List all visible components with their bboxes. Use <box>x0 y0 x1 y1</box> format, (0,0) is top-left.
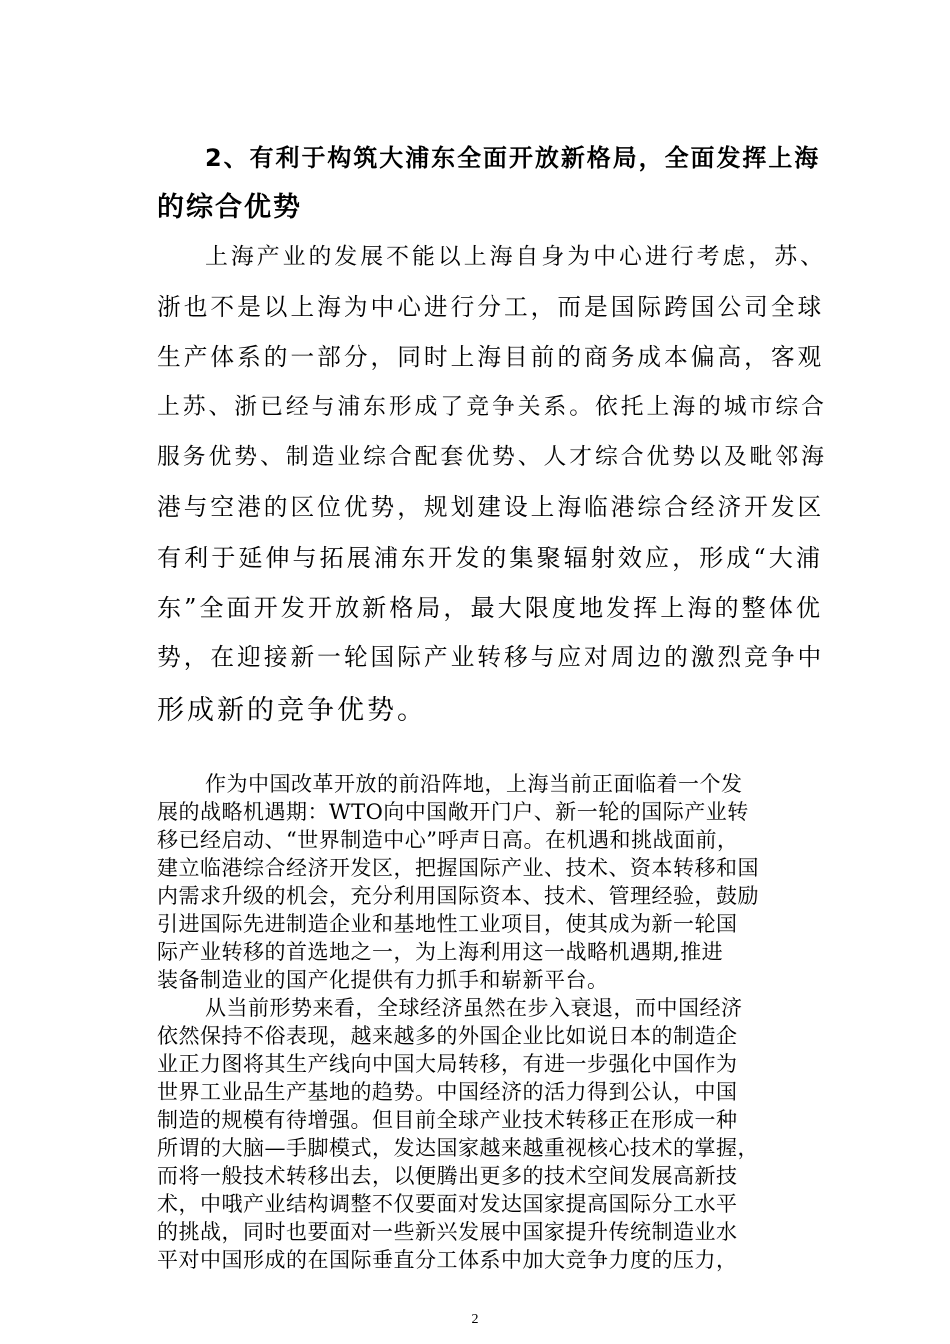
paragraph3-line: 从当前形势来看，全球经济虽然在步入衰退，而中国经济 <box>205 996 743 1020</box>
paragraph1-line: 有利于延伸与拓展浦东开发的集聚辐射效应，形成“大浦 <box>157 544 823 572</box>
paragraph1-line: 港与空港的区位优势，规划建设上海临港综合经济开发区 <box>157 493 825 521</box>
paragraph3-line: 世界工业品生产基地的趋势。中国经济的活力得到公认，中国 <box>157 1080 738 1104</box>
paragraph1-line: 上苏、浙已经与浦东形成了竞争关系。依托上海的城市综合 <box>157 394 827 420</box>
paragraph3-line: 的挑战，同时也要面对一些新兴发展中国家提升传统制造业水 <box>157 1220 738 1244</box>
paragraph3-line: 而将一般技术转移出去，以便腾出更多的技术空间发展高新技 <box>157 1164 738 1188</box>
paragraph2-line: 装备制造业的国产化提供有力抓手和崭新平台。 <box>157 968 609 992</box>
paragraph1-line: 上海产业的发展不能以上海自身为中心进行考虑，苏、 <box>205 244 827 270</box>
paragraph3-line: 业正力图将其生产线向中国大局转移，有进一步强化中国作为 <box>157 1052 738 1076</box>
heading-line-2: 的综合优势 <box>157 192 302 223</box>
paragraph1-line: 势，在迎接新一轮国际产业转移与应对周边的激烈竞争中 <box>157 643 825 671</box>
paragraph3-line: 所谓的大脑—手脚模式，发达国家越来越重视核心技术的掌握， <box>157 1136 759 1160</box>
page-number: 2 <box>471 1312 479 1327</box>
paragraph1-line: 服务优势、制造业综合配套优势、人才综合优势以及毗邻海 <box>157 444 827 470</box>
paragraph1-line: 生产体系的一部分，同时上海目前的商务成本偏高，客观 <box>157 343 825 371</box>
paragraph1-line: 形成新的竞争优势。 <box>157 695 427 726</box>
paragraph2-line: 际产业转移的首选地之一，为上海利用这一战略机遇期,推进 <box>157 940 724 964</box>
paragraph2-line: 展的战略机遇期：WTO向中国敞开门户、新一轮的国际产业转 <box>157 800 749 824</box>
paragraph2-line: 内需求升级的机会，充分利用国际资本、技术、管理经验，鼓励 <box>157 884 759 908</box>
paragraph1-line: 浙也不是以上海为中心进行分工，而是国际跨国公司全球 <box>157 293 825 321</box>
paragraph3-line: 制造的规模有待增强。但目前全球产业技术转移正在形成一种 <box>157 1108 738 1132</box>
paragraph1-line: 东”全面开发开放新格局，最大限度地发挥上海的整体优 <box>157 594 823 622</box>
paragraph3-line: 平对中国形成的在国际垂直分工体系中加大竞争力度的压力， <box>157 1248 738 1272</box>
paragraph2-line: 建立临港综合经济开发区，把握国际产业、技术、资本转移和国 <box>157 856 759 880</box>
paragraph2-line: 移已经启动、“世界制造中心”呼声日高。在机遇和挑战面前， <box>157 828 739 852</box>
heading-line-1: 2、有利于构筑大浦东全面开放新格局，全面发挥上海 <box>205 144 821 172</box>
paragraph3-line: 术，中哦产业结构调整不仅要面对发达国家提高国际分工水平 <box>157 1192 738 1216</box>
paragraph2-line: 引进国际先进制造企业和基地性工业项目，使其成为新一轮国 <box>157 912 738 936</box>
paragraph3-line: 依然保持不俗表现，越来越多的外国企业比如说日本的制造企 <box>157 1024 738 1048</box>
paragraph2-line: 作为中国改革开放的前沿阵地，上海当前正面临着一个发 <box>205 772 743 796</box>
